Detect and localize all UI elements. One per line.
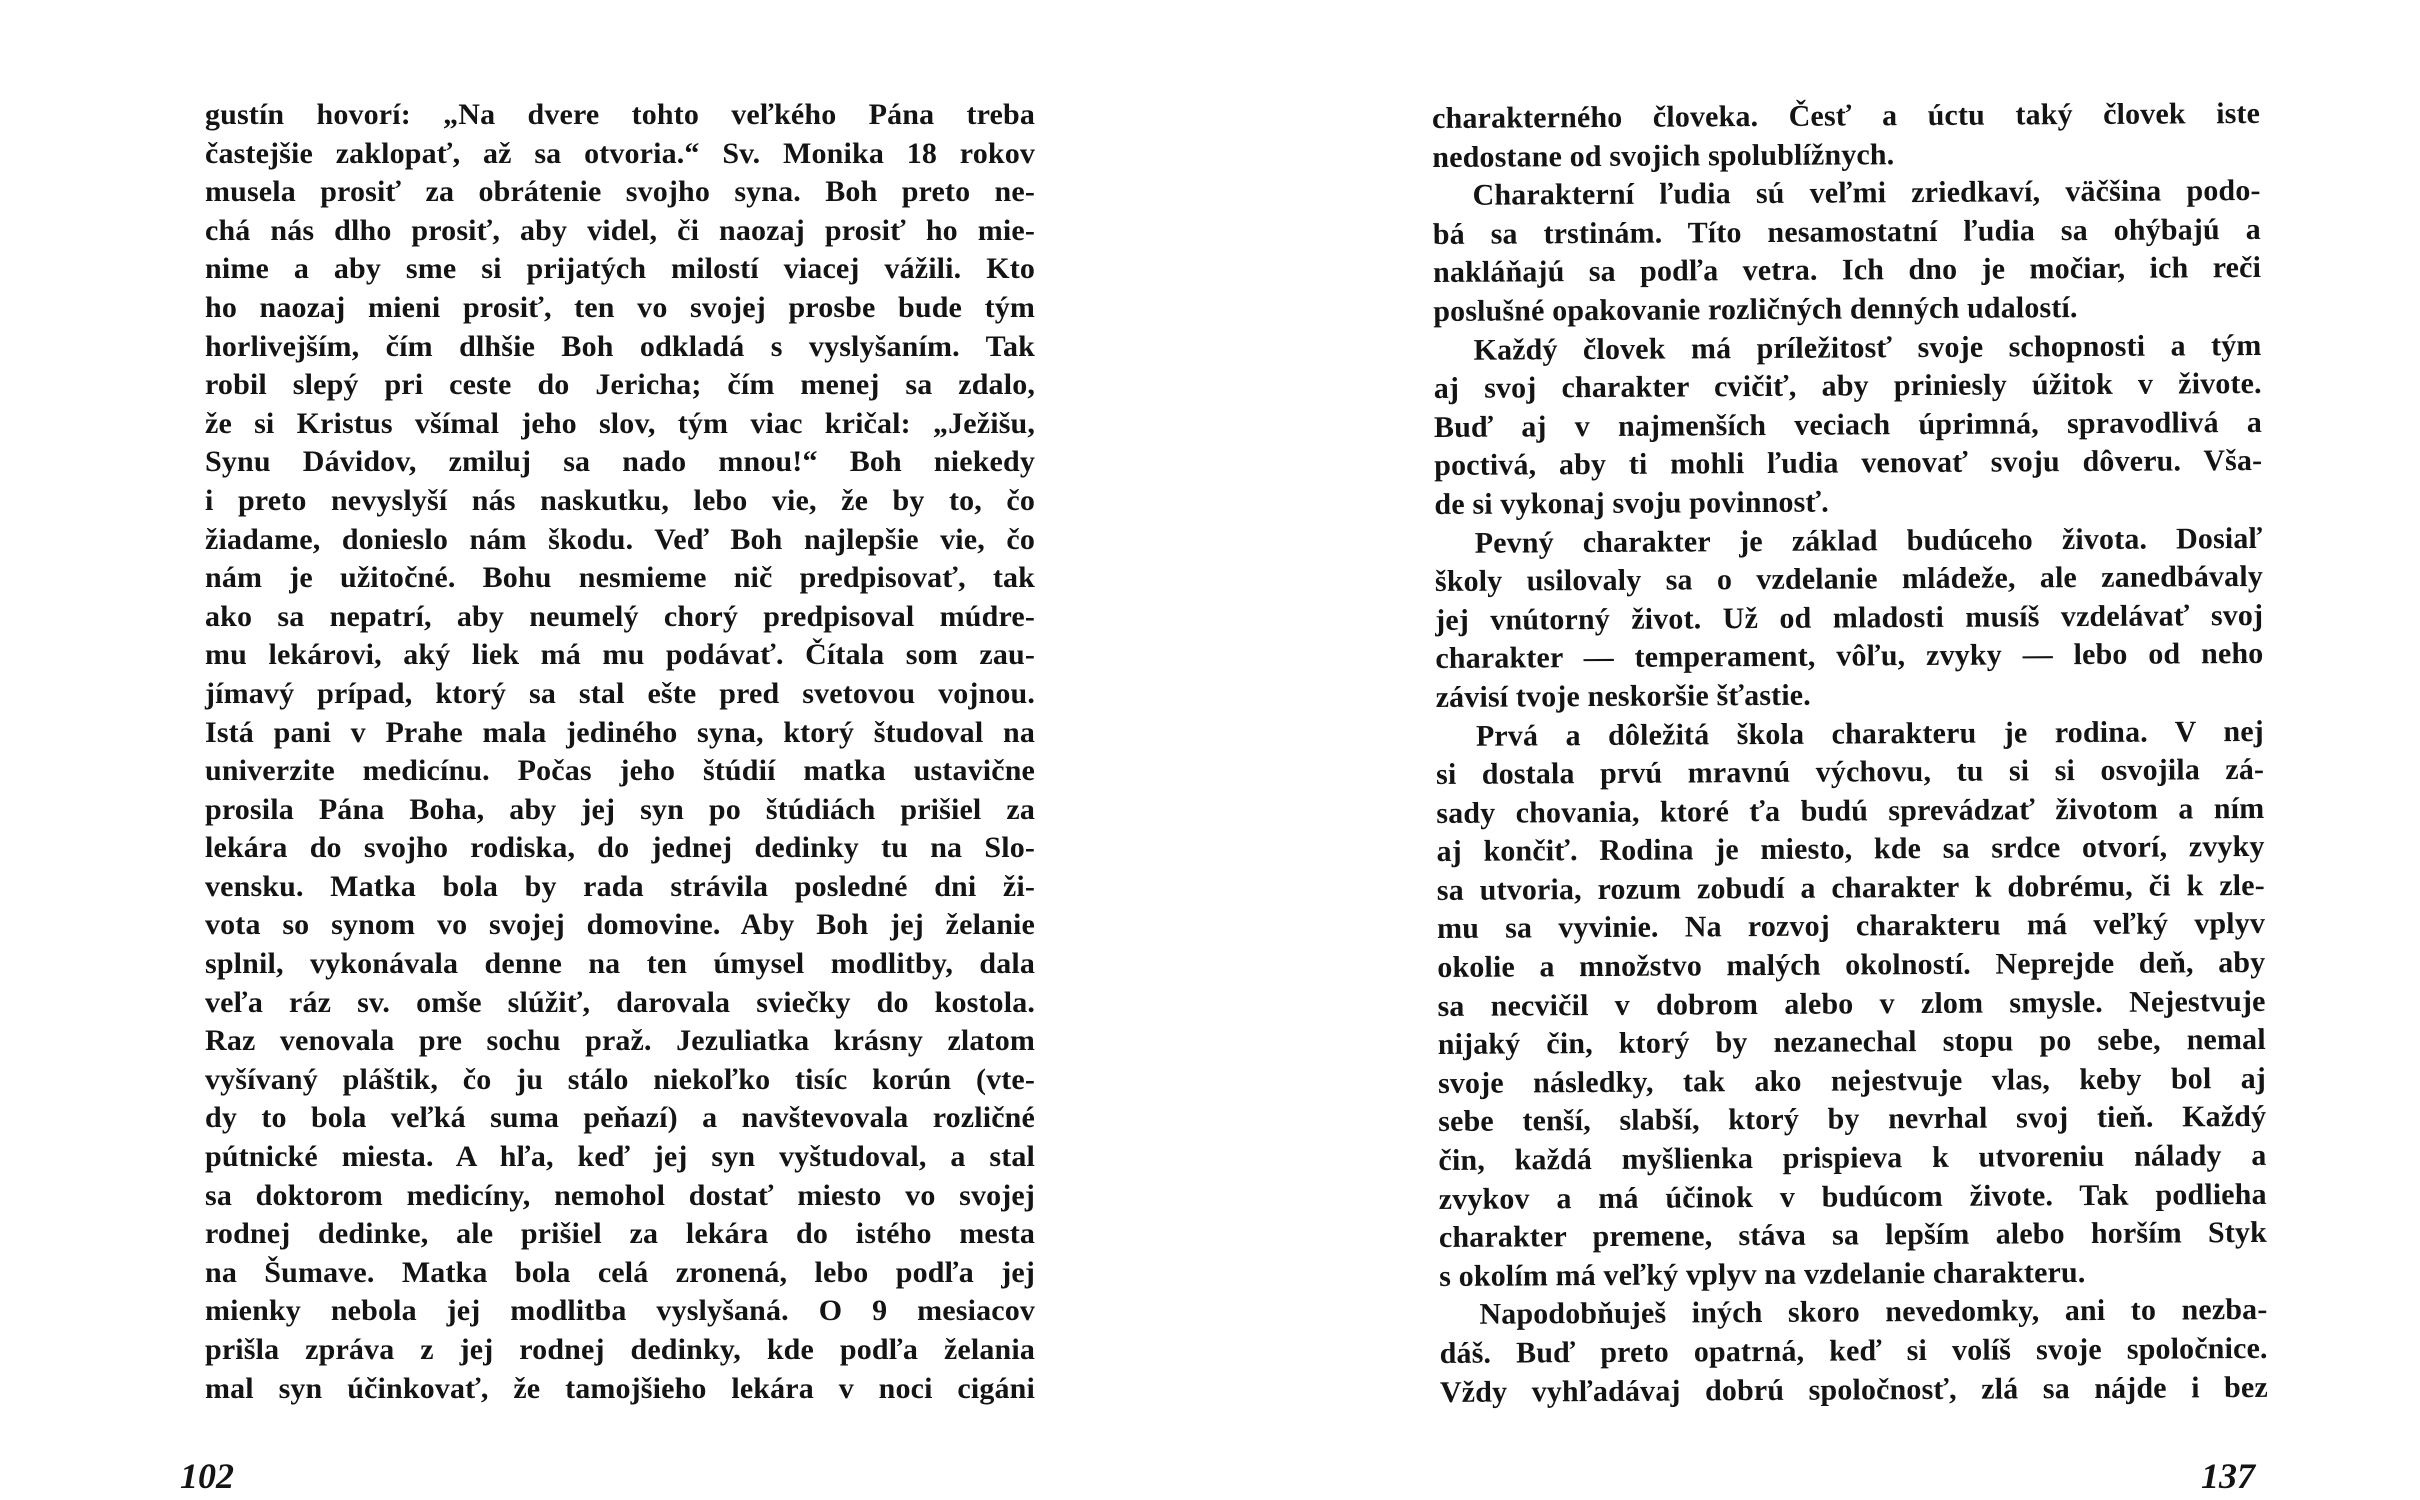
text-line: žiadame, donieslo nám škodu. Veď Boh najlepšie vie, čo	[205, 522, 1035, 556]
left-page-number: 102	[180, 1456, 234, 1496]
text-line: čin, každá myšlienka prispieva k utvoreniu nálady a	[1438, 1138, 2267, 1178]
text-line: dy to bola veľká suma peňazí) a navštevovala rozličné	[205, 1101, 1035, 1135]
text-line: prosila Pána Boha, aby jej syn po štúdiách prišiel za	[205, 792, 1035, 826]
text-line: gustín hovorí: „Na dvere tohto veľkého Pána treba	[205, 98, 1035, 131]
text-line: dáš. Buď preto opatrná, keď si volíš svoje spoločnice.	[1439, 1331, 2268, 1370]
text-line: Buď aj v najmenších veciach úprimná, spravodlivá a	[1433, 405, 2263, 444]
text-line: poctivá, aby ti mohli ľudia venovať svoju dôveru. Vša-	[1434, 444, 2263, 483]
right-page	[1210, 0, 2420, 1500]
text-line: nedostane od svojich spolublížnych.	[1432, 137, 1895, 174]
text-line: bá sa trstinám. Títo nesamostatní ľudia sa ohýbajú a	[1432, 212, 2261, 251]
text-line: poslušné opakovanie rozličných denných udalostí.	[1433, 291, 2078, 328]
text-line: rodnej dedinke, ale prišiel za lekára do istého mesta	[205, 1217, 1035, 1251]
text-line: sa necvičil v dobrom alebo v zlom smysle. Nejestvuje	[1437, 984, 2266, 1023]
text-line: i preto nevyslyší nás naskutku, lebo vie, že by to, čo	[205, 483, 1035, 517]
text-line: Každý človek má príležitosť svoje schopnosti a tým	[1473, 328, 2262, 367]
text-line: chá nás dlho prosiť, aby videl, či naozaj prosiť ho mie-	[205, 213, 1035, 247]
text-line: lekára do svojho rodiska, do jednej dedinky tu na Slo-	[205, 831, 1035, 865]
text-line: Raz venovala pre sochu praž. Jezuliatka krásny zlatom	[205, 1024, 1035, 1058]
right-page-number: 137	[2201, 1456, 2255, 1496]
text-line: ako sa nepatrí, aby neumelý chorý predpisoval múdre-	[205, 599, 1035, 633]
text-line: jej vnútorný život. Už od mladosti musíš vzdelávať svoj	[1435, 598, 2264, 637]
text-line: sa doktorom medicíny, nemohol dostať miesto vo svojej	[205, 1178, 1035, 1212]
text-line: univerzite medicínu. Počas jeho štúdií matka ustavične	[205, 754, 1035, 788]
text-line: okolie a množstvo malých okolností. Neprejde deň, aby	[1437, 945, 2266, 985]
right-page-body-text	[1432, 95, 2268, 1412]
text-line: Istá pani v Prahe mala jediného syna, ktorý študoval na	[205, 715, 1035, 749]
text-line: s okolím má veľký vplyv na vzdelanie charakteru.	[1439, 1255, 2086, 1293]
text-line: zvykov a má účinok v budúcom živote. Tak podlieha	[1438, 1177, 2267, 1216]
text-line: školy usilovaly sa o vzdelanie mládeže, ale zanedbávaly	[1434, 560, 2264, 599]
text-line: robil slepý pri ceste do Jericha; čím menej sa zdalo,	[205, 368, 1035, 402]
text-line: Pevný charakter je základ budúceho života. Dosiaľ	[1474, 521, 2263, 560]
left-page-body-text	[205, 96, 1035, 1408]
text-line: že si Kristus všímal jeho slov, tým viac kričal: „Ježišu,	[205, 406, 1035, 440]
text-line: sebe tenší, slabší, ktorý by nevrhal svoj tieň. Každý	[1438, 1100, 2267, 1139]
text-line: svoje následky, tak ako nejestvuje vlas, keby bol aj	[1437, 1061, 2267, 1100]
text-line: mienky nebola jej modlitba vyslyšaná. O 9 mesiacov	[205, 1294, 1035, 1328]
text-line: jímavý prípad, ktorý sa stal ešte pred svetovou vojnou.	[205, 676, 1035, 710]
text-line: sady chovania, ktoré ťa budú sprevádzať životom a ním	[1436, 791, 2265, 830]
text-line: prišla zpráva z jej rodnej dedinky, kde podľa želania	[205, 1333, 1035, 1366]
text-line: vyšívaný pláštik, čo ju stálo niekoľko tisíc korún (vte-	[205, 1062, 1035, 1096]
text-line: Synu Dávidov, zmiluj sa nado mnou!“ Boh niekedy	[205, 445, 1035, 479]
text-line: častejšie zaklopať, až sa otvoria.“ Sv. Monika 18 rokov	[205, 136, 1035, 170]
text-line: de si vykonaj svoju povinnosť.	[1434, 485, 1829, 521]
text-line: horlivejším, čím dlhšie Boh odkladá s vyslyšaním. Tak	[205, 329, 1035, 363]
text-line: mu lekárovi, aký liek má mu podávať. Čítala som zau-	[205, 638, 1035, 672]
text-line: charakter — temperament, vôľu, zvyky — lebo od neho	[1435, 637, 2264, 676]
text-line: sa utvoria, rozum zobudí a charakter k dobrému, či k zle-	[1436, 868, 2265, 907]
text-line: vota so synom vo svojej domovine. Aby Boh jej želanie	[205, 908, 1035, 942]
text-line: charakterného človeka. Česť a úctu taký človek iste	[1432, 96, 2261, 135]
text-line: Vždy vyhľadávaj dobrú spoločnosť, zlá sa nájde i bez	[1439, 1370, 2268, 1409]
text-line: na Šumave. Matka bola celá zronená, lebo podľa jej	[205, 1255, 1035, 1289]
text-line: Napodobňuješ iných skoro nevedomky, ani to nezba-	[1479, 1293, 2268, 1332]
text-line: si dostala prvú mravnú výchovu, tu si si osvojila zá-	[1436, 753, 2265, 792]
text-line: závisí tvoje neskoršie šťastie.	[1435, 678, 1811, 714]
text-line: Charakterní ľudia sú veľmi zriedkaví, väčšina podo-	[1472, 174, 2261, 212]
text-line: splnil, vykonávala denne na ten úmysel modlitby, dala	[205, 947, 1035, 981]
text-line: musela prosiť za obrátenie svojho syna. Boh preto ne-	[205, 175, 1035, 209]
text-line: nime a aby sme si prijatých milostí viacej vážili. Kto	[205, 252, 1035, 286]
text-line: nakláňajú sa podľa vetra. Ich dno je močiar, ich reči	[1432, 251, 2262, 290]
text-line: charakter premene, stáva sa lepším alebo horším Styk	[1438, 1216, 2268, 1255]
text-line: aj svoj charakter cvičiť, aby priniesly úžitok v živote.	[1433, 367, 2262, 406]
text-line: pútnické miesta. A hľa, keď jej syn vyštudoval, a stal	[205, 1140, 1035, 1174]
text-line: aj končiť. Rodina je miesto, kde sa srdce otvorí, zvyky	[1436, 830, 2265, 869]
text-line: ho naozaj mieni prosiť, ten vo svojej prosbe bude tým	[205, 290, 1035, 324]
text-line: veľa ráz sv. omše slúžiť, darovala sviečky do kostola.	[205, 985, 1035, 1019]
text-line: nijaký čin, ktorý by nezanechal stopu po sebe, nemal	[1437, 1023, 2266, 1062]
text-line: mu sa vyvinie. Na rozvoj charakteru má veľký vplyv	[1436, 907, 2266, 946]
text-line: mal syn účinkovať, že tamojšieho lekára v noci cigáni	[205, 1371, 1035, 1405]
text-line: Prvá a dôležitá škola charakteru je rodina. V nej	[1475, 714, 2264, 753]
text-line: vensku. Matka bola by rada strávila posledné dni ži-	[205, 869, 1035, 903]
text-line: nám je užitočné. Bohu nesmieme nič predpisovať, tak	[205, 561, 1035, 595]
